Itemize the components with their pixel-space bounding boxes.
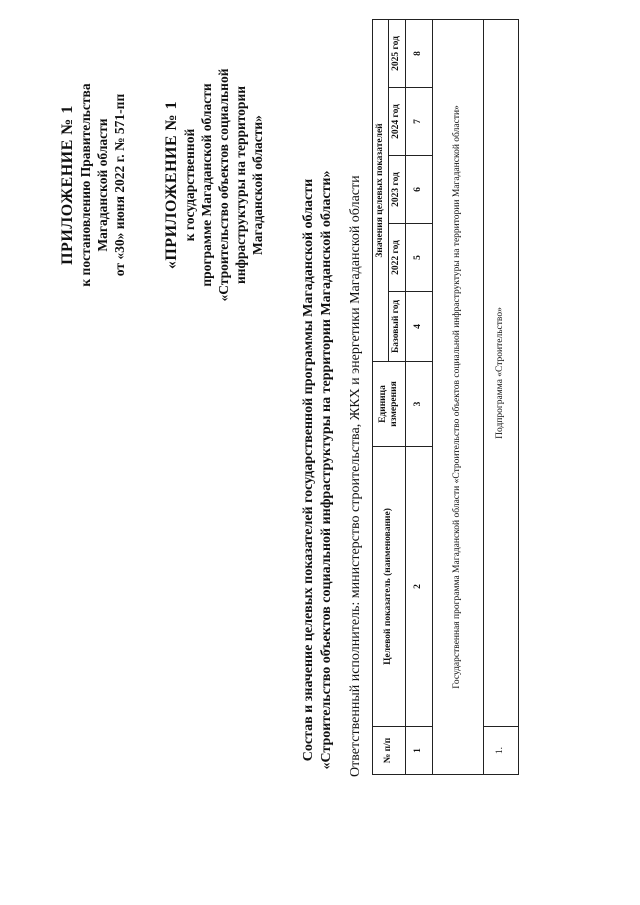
header-num: № п/п bbox=[373, 727, 406, 775]
appendix-line-1: к постановлению Правительства bbox=[78, 83, 93, 287]
header-year-2023: 2023 год bbox=[389, 156, 405, 224]
document-title-line-2: «Строительство объектов социальной инфраструктуры на территории Магаданской области» bbox=[319, 170, 335, 770]
sub-appendix-title: «ПРИЛОЖЕНИЕ № 1 bbox=[163, 100, 180, 270]
column-number: 4 bbox=[405, 292, 432, 362]
sub-appendix-line-3: «Строительство объектов социальной bbox=[215, 68, 231, 302]
column-number: 3 bbox=[405, 362, 432, 447]
column-number: 1 bbox=[405, 727, 432, 775]
subprogram-num: 1. bbox=[483, 727, 518, 775]
header-unit: Единица измерения bbox=[373, 362, 406, 447]
appendix-header bbox=[58, 25, 129, 345]
header-year-2022: 2022 год bbox=[389, 224, 405, 292]
header-values-group: Значения целевых показателей bbox=[373, 19, 389, 361]
subprogram-label: Подпрограмма «Строительство» bbox=[483, 19, 518, 726]
sub-appendix-line-1: к государственной bbox=[182, 128, 197, 242]
sub-appendix-header bbox=[162, 25, 266, 345]
appendix-line-3: от «30» июня 2022 г. № 571-пп bbox=[111, 93, 127, 277]
indicators-table bbox=[372, 19, 519, 775]
header-year-base: Базовый год bbox=[389, 292, 405, 362]
header-row-1 bbox=[373, 19, 389, 774]
column-number: 8 bbox=[405, 19, 432, 87]
table-row-program bbox=[432, 19, 483, 774]
header-year-2024: 2024 год bbox=[389, 88, 405, 156]
header-indicator: Целевой показатель (наименование) bbox=[373, 447, 406, 727]
table-row-subprogram bbox=[483, 19, 518, 774]
header-year-2025: 2025 год bbox=[389, 19, 405, 87]
column-number: 2 bbox=[405, 447, 432, 727]
responsible-executor: Ответственный исполнитель: министерство строительства, ЖКХ и энергетики Магаданской области bbox=[348, 175, 363, 777]
sub-appendix-line-4: инфраструктуры на территории bbox=[232, 85, 248, 285]
column-number: 7 bbox=[405, 88, 432, 156]
column-number: 5 bbox=[405, 224, 432, 292]
appendix-line-2: Магаданской области bbox=[94, 118, 110, 252]
document-title-line-1: Состав и значение целевых показателей государственной программы Магаданской области bbox=[301, 178, 316, 762]
column-number-row bbox=[405, 19, 432, 774]
column-number: 6 bbox=[405, 156, 432, 224]
sub-appendix-line-5: Магаданской области» bbox=[249, 115, 265, 255]
program-row-label: Государственная программа Магаданской области «Строительство объектов социальной инфраструктуры на территории Магаданской области» bbox=[432, 19, 483, 774]
document-title bbox=[300, 115, 336, 825]
appendix-title: ПРИЛОЖЕНИЕ № 1 bbox=[59, 105, 76, 265]
sub-appendix-line-2: программе Магаданской области bbox=[198, 83, 214, 287]
